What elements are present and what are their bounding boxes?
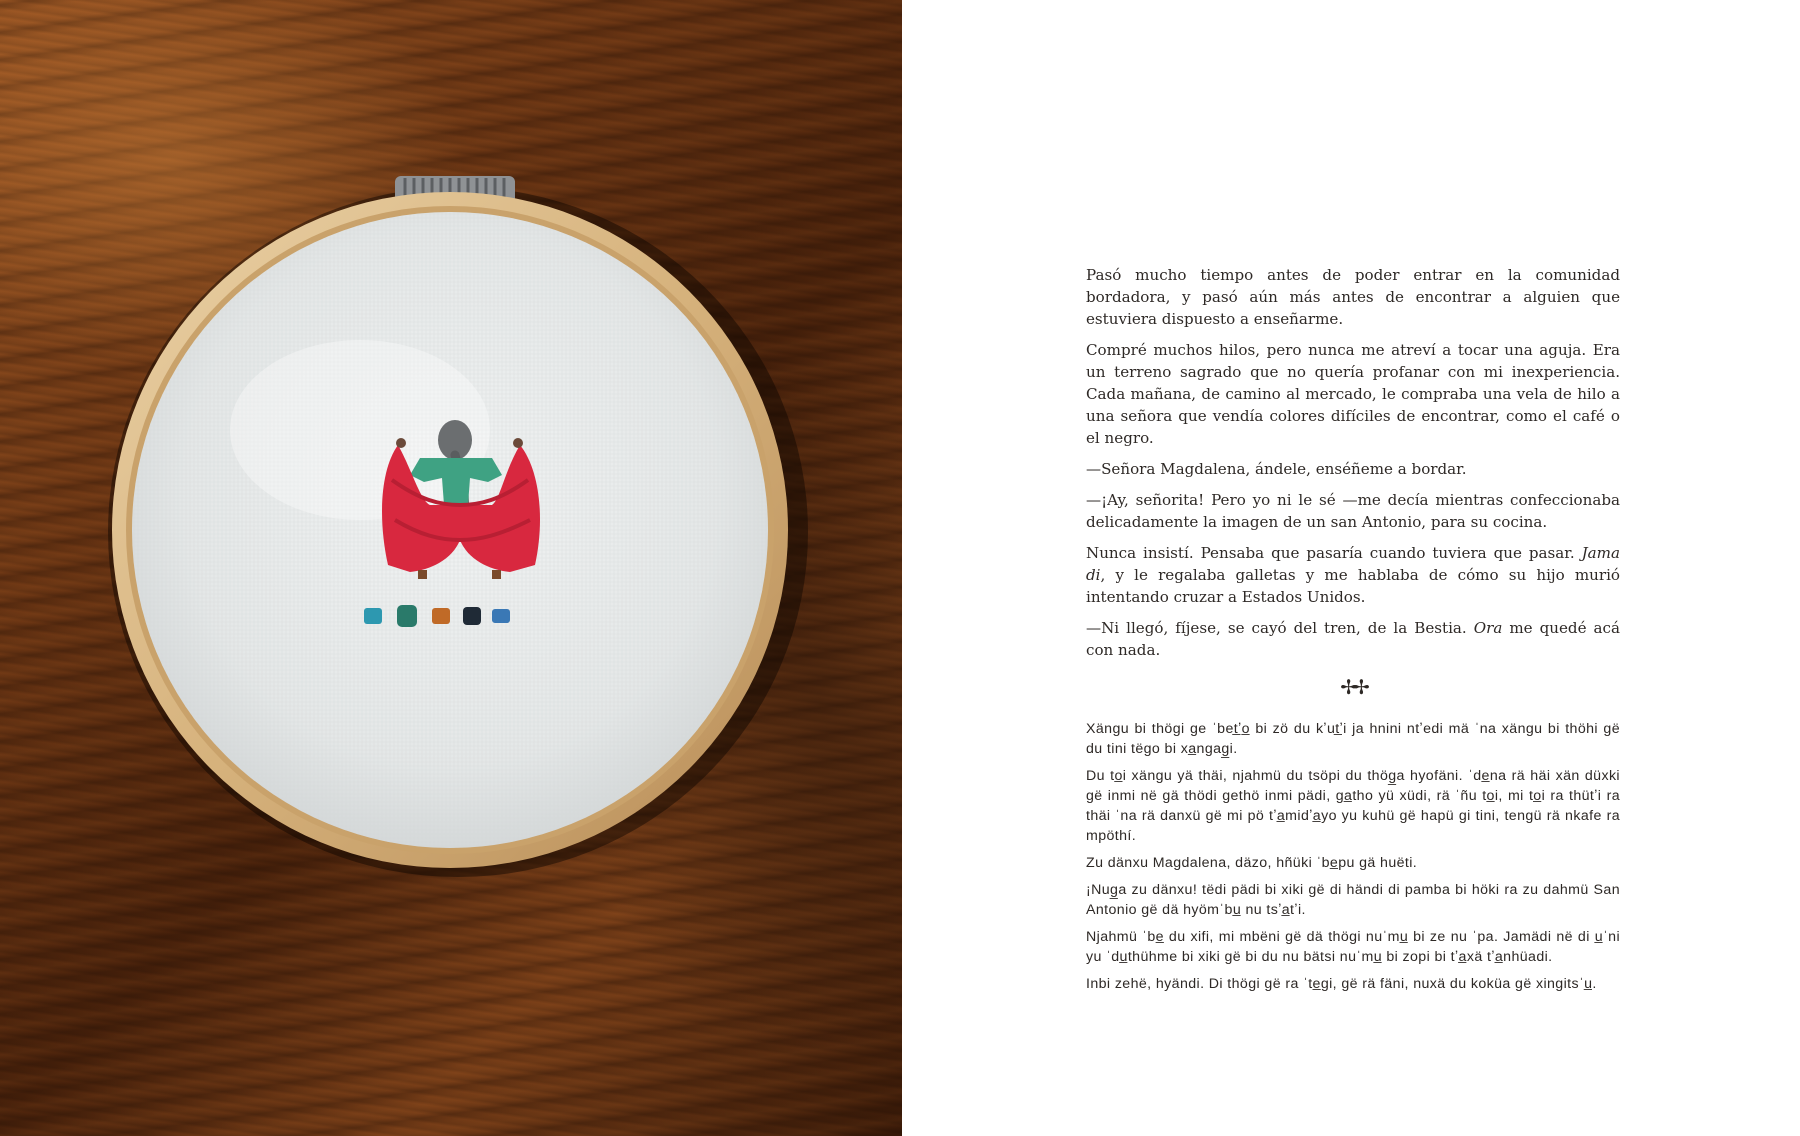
spanish-paragraph-1: Pasó mucho tiempo antes de poder entrar en la comunidad bordadora, y pasó aún más antes de encontrar a alguien que estuviera dispuesto a enseñarme. — [1086, 266, 1620, 328]
otomi-paragraph-1: Xängu bi thögi ge ˈbet̲ʼo̲ bi zö du kʼut̲ʼi ja hnini ntʼedi mä ˈna xängu bi thöhi gë du tini tëgo bi xa̲ngag̲i. — [1086, 721, 1620, 757]
spanish-paragraph-3: —Señora Magdalena, ándele, enséñeme a bordar. — [1086, 460, 1467, 478]
spanish-paragraph-4: —¡Ay, señorita! Pero yo ni le sé —me decía mientras confeccionaba delicadamente la imagen de un san Antonio, para su cocina. — [1086, 491, 1620, 531]
spanish-paragraph-5-end: , y le regalaba galletas y me hablaba de cómo su hijo murió intentando cruzar a Estados Unidos. — [1086, 566, 1620, 606]
otomi-paragraph-3: Zu dänxu Magdalena, däzo, hñüki ˈbe̲pu gä huëti. — [1086, 855, 1418, 871]
spanish-paragraph-5 — [1086, 542, 1620, 608]
spanish-paragraph-5-italic: Jama di — [1086, 544, 1620, 584]
spanish-paragraph-6-start: —Ni llegó, fíjese, se cayó del tren, de la Bestia. — [1086, 619, 1474, 637]
otomi-paragraph-6: Inbi zehë, hyändi. Di thögi gë ra ˈte̲gi, gë rä fäni, nuxä du koküa gë xingitsˈu̲. — [1086, 976, 1597, 992]
section-ornament: ✢✢ — [1340, 675, 1366, 699]
otomi-paragraph-2: Du to̲i xängu yä thäi, njahmü du tsöpi du thög̲a hyofäni. ˈde̲na rä häi xän düxki gë inmi në gä thödi gethö inmi pädi, ga̲tho yü xüdi, rä ˈñu to̲i, mi to̲i ra thütʼi ra thäi ˈna rä danxü gë mi pö tʼa̲midʼa̲yo yu kuhü gë hapü gi tini, tengü rä nkafe ra mpöthí. — [1086, 768, 1620, 844]
spanish-paragraph-6 — [1086, 617, 1620, 661]
spanish-section — [1086, 264, 1620, 661]
spanish-paragraph-6-italic: Ora — [1473, 619, 1503, 637]
otomi-paragraph-4: ¡Nug̲a zu dänxu! tëdi pädi bi xiki gë di händi di pamba bi höki ra zu dahmü San Antonio gë dä hyömˈbu̲ nu tsʼa̲tʼi. — [1086, 882, 1620, 918]
spanish-paragraph-5-start: Nunca insistí. Pensaba que pasaría cuando tuviera que pasar. — [1086, 544, 1582, 562]
text-column — [1086, 264, 1620, 1001]
spanish-paragraph-2: Compré muchos hilos, pero nunca me atreví a tocar una aguja. Era un terreno sagrado que no quería profanar con mi inexperiencia. Cada mañana, de camino al mercado, le compraba una vela de hilo a una señora que vendía colores difíciles de encontrar, como el café o el negro. — [1086, 341, 1620, 447]
otomi-paragraph-5: Njahmü ˈbe̲ du xifi, mi mbëni gë dä thögi nuˈmu̲ bi ze nu ˈpa. Jamädi në di u̲ˈni yu ˈdu̲thühme bi xiki gë bi du nu bätsi nuˈmu̲ bi zopi bi tʼa̲xä tʼa̲nhüadi. — [1086, 929, 1620, 965]
spanish-paragraph-6-end: me quedé acá con nada. — [1086, 619, 1620, 659]
text-page — [902, 0, 1800, 1136]
otomi-section — [1086, 719, 1620, 994]
